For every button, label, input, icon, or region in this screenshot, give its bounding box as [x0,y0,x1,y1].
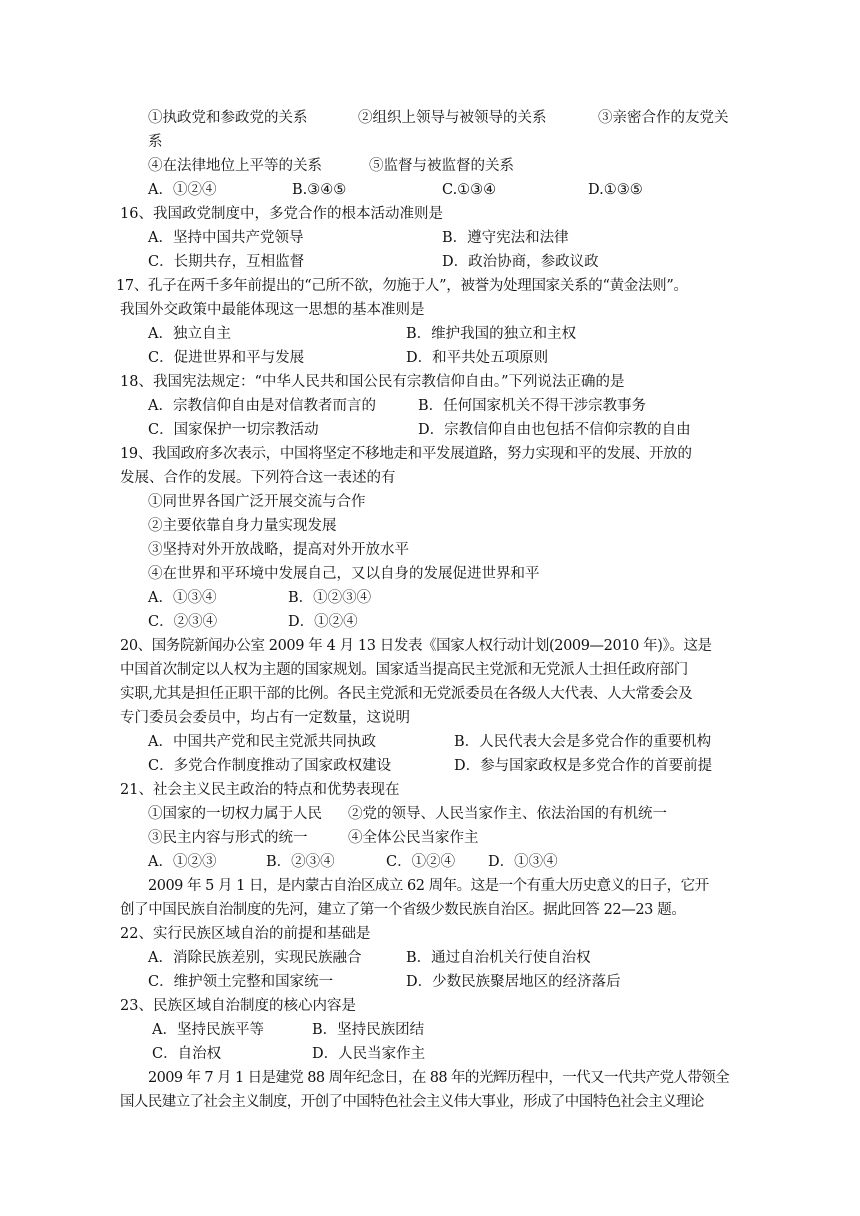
q18-answers-row-2 [148,420,691,440]
q19-option-4: ④在世界和平环境中发展自己，又以自身的发展促进世界和平 [148,566,540,582]
q19-stem-line-2: 发展、合作的发展。下列符合这一表述的有 [120,470,396,486]
q17-answer-d: D．和平共处五项原则 [406,350,549,366]
q16-answer-d: D．政治协商，参政议政 [442,254,599,270]
q16-answer-a: A．坚持中国共产党领导 [148,230,304,246]
q21-answer-c: C．①②④ [386,854,456,870]
q17-stem-line-1: 17、孔子在两千多年前提出的“己所不欲，勿施于人”，被誉为处理国家关系的“黄金法则”。 [116,278,688,294]
q19-answers-row-2 [148,612,358,632]
q18-answer-b: B．任何国家机关不得干涉宗教事务 [418,398,647,414]
q23-answer-c: C．自治权 [152,1046,222,1062]
q17-answer-c: C．促进世界和平与发展 [148,350,305,366]
q20-answer-a: A．中国共产党和民主党派共同执政 [148,734,376,750]
q19-option-3: ③坚持对外开放战略，提高对外开放水平 [148,542,409,558]
q16-answers-row-1 [148,228,569,248]
q17-answer-b: B．维护我国的独立和主权 [406,326,577,342]
q22-answer-a: A．消除民族差别，实现民族融合 [148,950,362,966]
q22-answer-b: B．通过自治机关行使自治权 [406,950,591,966]
q21-option-4: ④全体公民当家作主 [348,830,479,846]
q15-answers [148,180,643,200]
q16-stem: 16、我国政党制度中，多党合作的根本活动准则是 [120,206,443,222]
q15-option-3-cont: 系 [148,134,163,150]
q16-answer-b: B．遵守宪法和法律 [442,230,569,246]
q15-option-2: ②组织上领导与被领导的关系 [358,110,547,126]
q20-stem-line-1: 20、国务院新闻办公室 2009 年 4 月 13 日发表《国家人权行动计划(2009—2010 年)》。这是 [120,638,712,654]
q15-option-line-1 [148,108,729,128]
q20-answers-row-2 [148,756,713,776]
q23-answers-row-1 [152,1020,425,1040]
q22-stem: 22、实行民族区域自治的前提和基础是 [120,926,371,942]
q15-option-line-2 [148,156,514,176]
q20-stem-line-2: 中国首次制定以人权为主题的国家规划。国家适当提高民主党派和无党派人士担任政府部门 [120,662,688,678]
intro-1-line-1: 2009 年 5 月 1 日，是内蒙古自治区成立 62 周年。这是一个有重大历史意义的日子，它开 [148,878,709,894]
q19-answers-row-1 [148,588,372,608]
q21-answer-b: B．②③④ [266,854,335,870]
q21-stem: 21、社会主义民主政治的特点和优势表现在 [120,782,400,798]
q21-option-2: ②党的领导、人民当家作主、依法治国的有机统一 [348,806,667,822]
q17-stem-line-2: 我国外交政策中最能体现这一思想的基本准则是 [120,302,425,318]
q19-answer-a: A．①③④ [148,590,217,606]
intro-2-line-1: 2009 年 7 月 1 日是建党 88 周年纪念日，在 88 年的光辉历程中，一代又一代共产党人带领全 [148,1070,730,1086]
q23-answer-a: A．坚持民族平等 [152,1022,264,1038]
q18-answers-row-1 [148,396,647,416]
q22-answers-row-2 [148,972,621,992]
q15-answer-d: D.①③⑤ [588,182,643,198]
q23-answer-b: B．坚持民族团结 [312,1022,425,1038]
intro-1-line-2: 创了中国民族自治制度的先河，建立了第一个省级少数民族自治区。据此回答 22—23 题。 [120,902,686,918]
q20-answers-row-1 [148,732,712,752]
q19-answer-c: C．②③④ [148,614,218,630]
q21-answer-a: A．①②③ [148,854,217,870]
q23-answers-row-2 [152,1044,426,1064]
q15-option-3: ③亲密合作的友党关 [598,110,729,126]
q20-answer-d: D．参与国家政权是多党合作的首要前提 [454,758,713,774]
q23-stem: 23、民族区域自治制度的核心内容是 [120,998,356,1014]
q21-option-3: ③民主内容与形式的统一 [148,830,308,846]
q20-stem-line-4: 专门委员会委员中，均占有一定数量，这说明 [120,710,410,726]
q16-answers-row-2 [148,252,599,272]
q21-option-line-1 [148,804,667,824]
q22-answer-c: C．维护领土完整和国家统一 [148,974,334,990]
q17-answers-row-2 [148,348,549,368]
q19-answer-d: D．①②④ [288,614,358,630]
q15-answer-b: B.③④⑤ [292,182,347,198]
q18-stem: 18、我国宪法规定：“中华人民共和国公民有宗教信仰自由。”下列说法正确的是 [120,374,625,390]
q15-option-5: ⑤监督与被监督的关系 [369,158,514,174]
q17-answers-row-1 [148,324,577,344]
q21-answers [148,852,558,872]
q15-option-4: ④在法律地位上平等的关系 [148,158,322,174]
q16-answer-c: C．长期共存，互相监督 [148,254,305,270]
q15-option-1: ①执政党和参政党的关系 [148,110,308,126]
q21-option-1: ①国家的一切权力属于人民 [148,806,322,822]
q20-stem-line-3: 实职,尤其是担任正职干部的比例。各民主党派和无党派委员在各级人大代表、人大常委会及 [120,686,693,702]
q22-answers-row-1 [148,948,591,968]
q15-answer-a: A．①②④ [148,182,217,198]
q19-stem-line-1: 19、我国政府多次表示，中国将坚定不移地走和平发展道路，努力实现和平的发展、开放的 [120,446,692,462]
q19-answer-b: B．①②③④ [288,590,372,606]
q17-answer-a: A．独立自主 [148,326,231,342]
q18-answer-a: A．宗教信仰自由是对信教者而言的 [148,398,376,414]
q20-answer-c: C．多党合作制度推动了国家政权建设 [148,758,392,774]
q15-answer-c: C.①③④ [442,182,497,198]
intro-2-line-2: 国人民建立了社会主义制度，开创了中国特色社会主义伟大事业，形成了中国特色社会主义理论 [120,1094,704,1110]
q23-answer-d: D．人民当家作主 [312,1046,426,1062]
q22-answer-d: D．少数民族聚居地区的经济落后 [406,974,621,990]
q18-answer-c: C．国家保护一切宗教活动 [148,422,319,438]
q19-option-2: ②主要依靠自身力量实现发展 [148,518,337,534]
q18-answer-d: D．宗教信仰自由也包括不信仰宗教的自由 [418,422,691,438]
q19-option-1: ①同世界各国广泛开展交流与合作 [148,494,366,510]
q21-option-line-2 [148,828,479,848]
q20-answer-b: B．人民代表大会是多党合作的重要机构 [454,734,712,750]
q21-answer-d: D．①③④ [488,854,558,870]
